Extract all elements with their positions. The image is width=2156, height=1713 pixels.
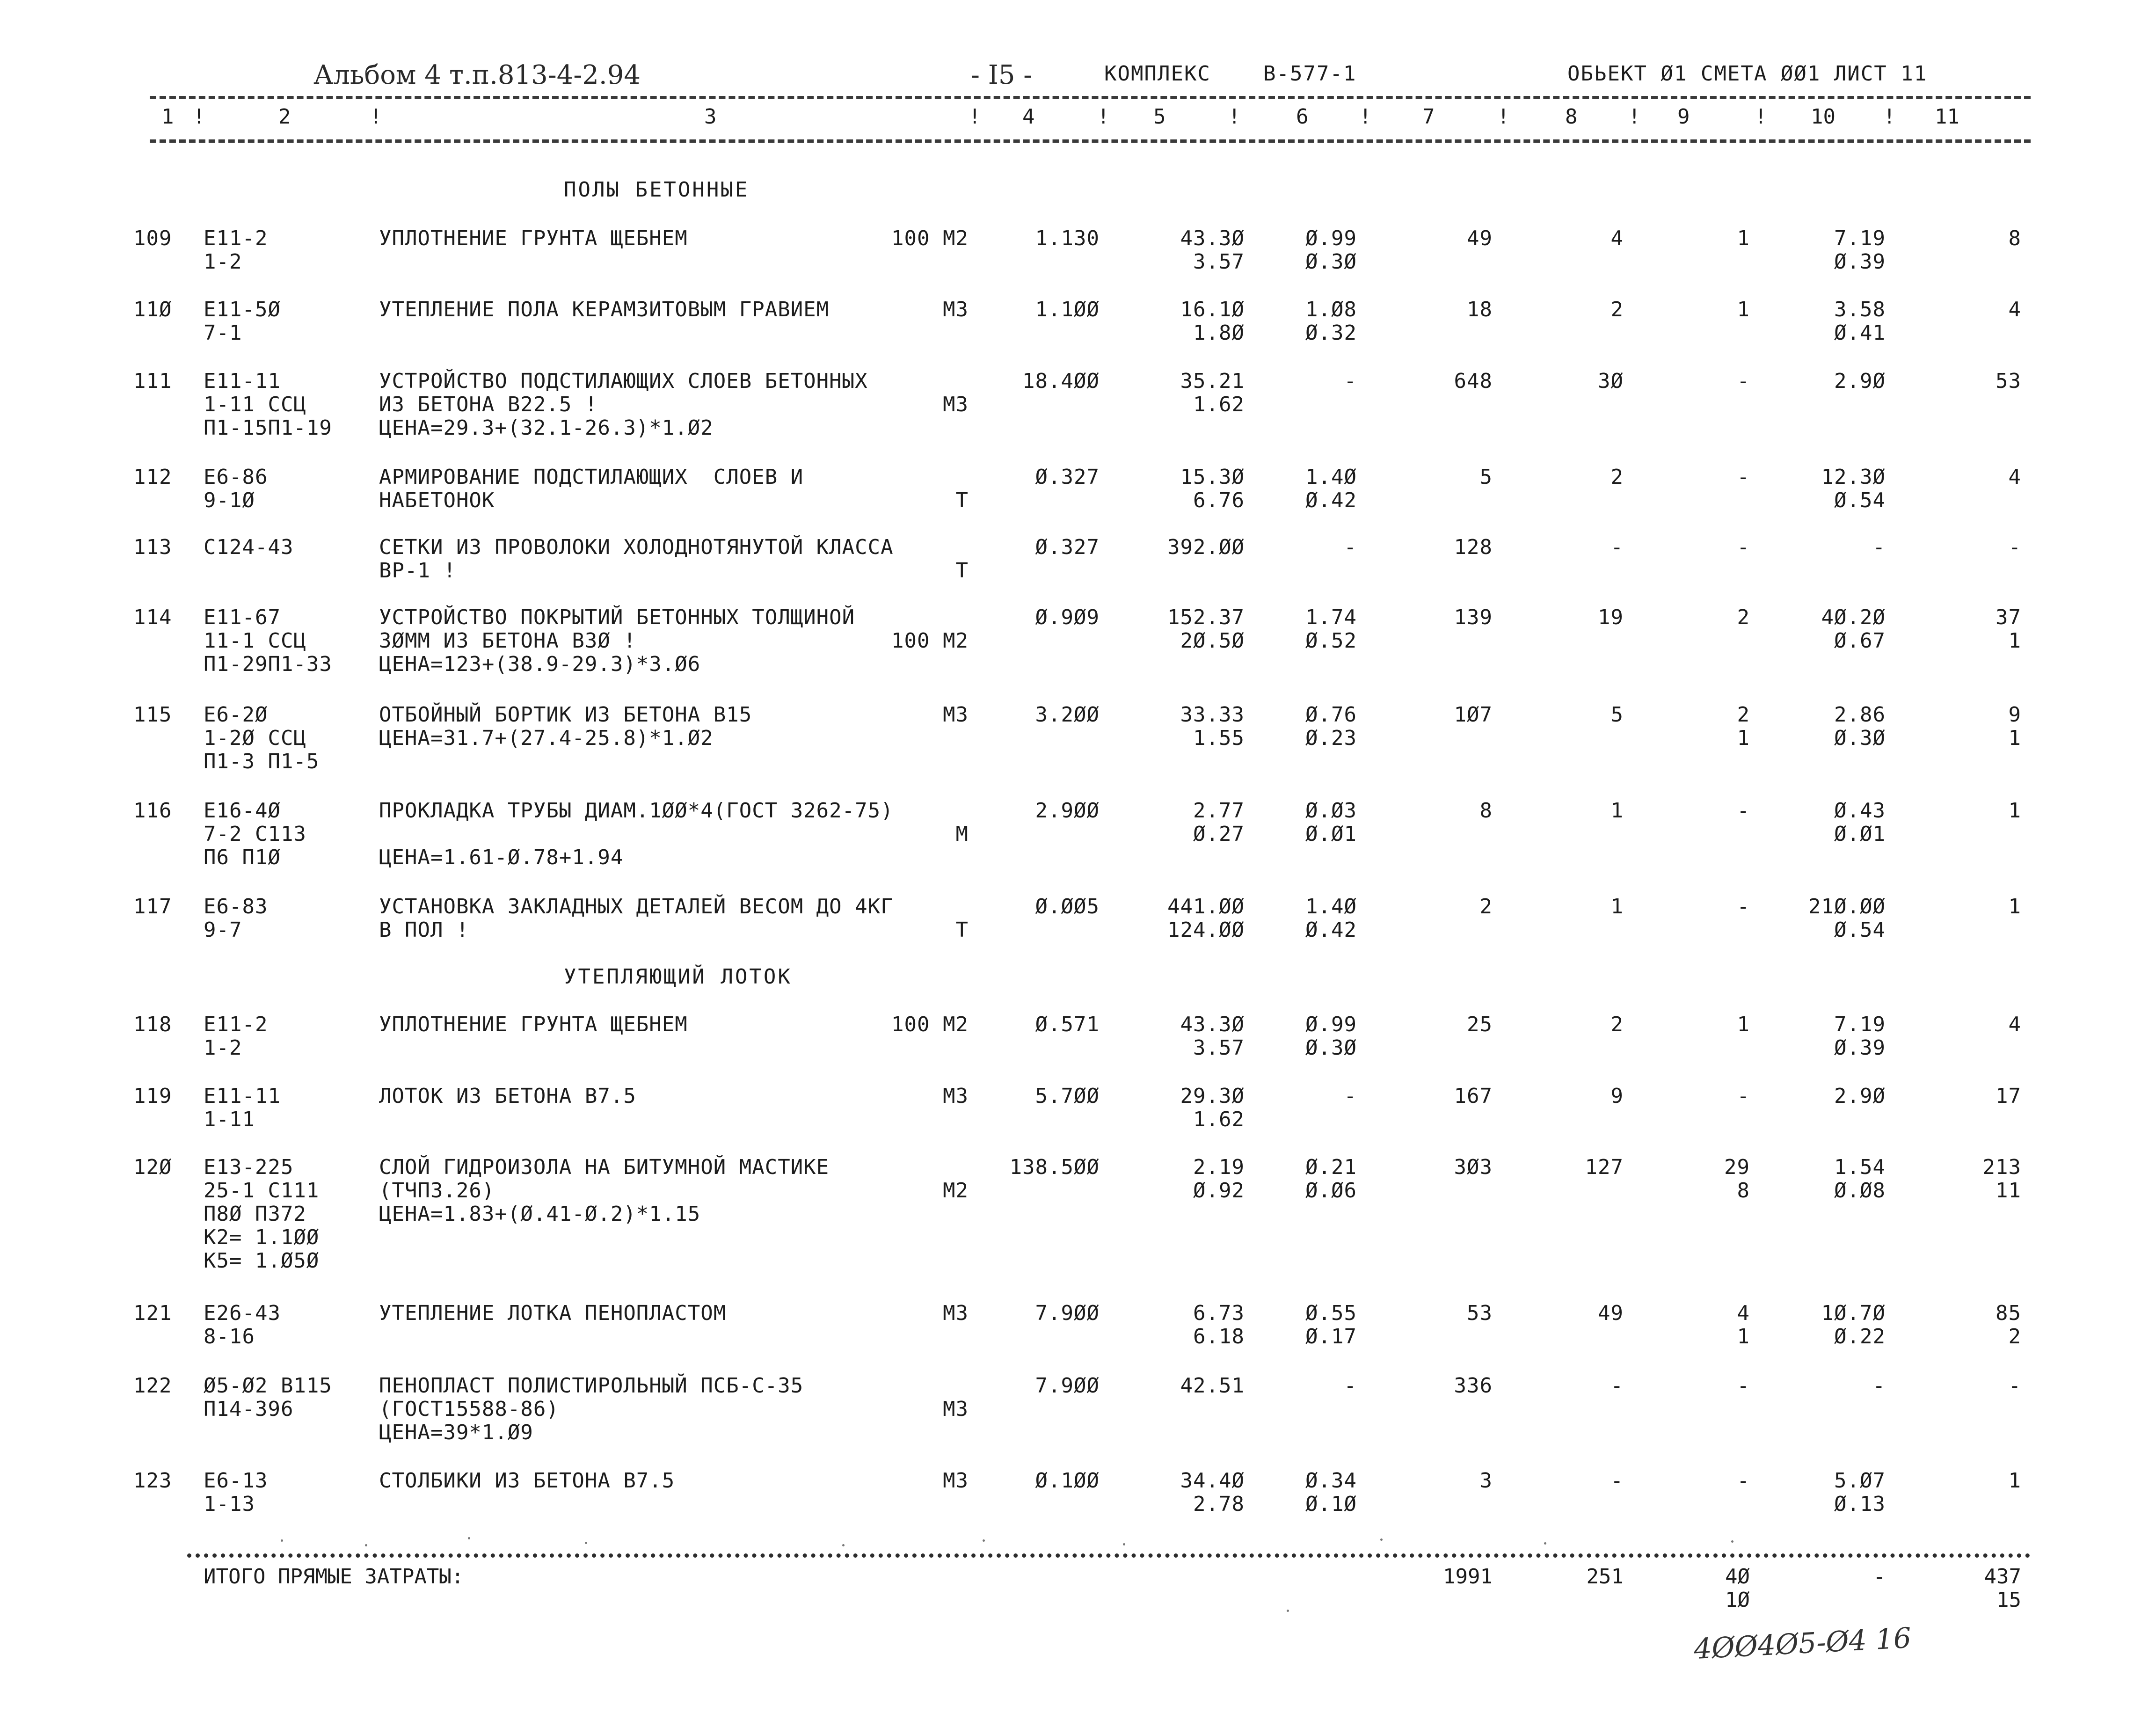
- row-number: 123: [133, 1469, 172, 1493]
- quantity: 18.4ØØ: [1022, 369, 1100, 393]
- col9-value: -: [1737, 1374, 1750, 1398]
- rate-code: Е26-43 8-16: [204, 1301, 281, 1349]
- col8-value: -: [1610, 1374, 1624, 1398]
- object-sheet-info: ОБЬЕКТ Ø1 СМЕТА ØØ1 ЛИСТ 11: [1567, 62, 1928, 86]
- col6-value: 1.74 Ø.52: [1305, 605, 1357, 653]
- col11-value: 1: [2008, 1469, 2021, 1493]
- quantity: 2.9ØØ: [1035, 799, 1100, 823]
- row-number: 122: [133, 1374, 172, 1398]
- col6-value: 1.4Ø Ø.42: [1305, 895, 1357, 942]
- quantity: 5.7ØØ: [1035, 1084, 1100, 1108]
- col8-value: -: [1610, 1469, 1624, 1493]
- col11-value: 4: [2008, 298, 2021, 321]
- work-name: ОТБОЙНЫЙ БОРТИК ИЗ БЕТОНА В15 ЦЕНА=31.7+(27.4-25.8)*1.Ø2: [379, 703, 752, 750]
- unit-cost: 43.3Ø 3.57: [1180, 1013, 1245, 1060]
- work-name: АРМИРОВАНИЕ ПОДСТИЛАЮЩИХ СЛОЕВ И НАБЕТОНОК: [379, 465, 804, 512]
- col6-value: Ø.Ø3 Ø.Ø1: [1305, 799, 1357, 846]
- col8-value: 1: [1610, 895, 1624, 918]
- work-name: ЛОТОК ИЗ БЕТОНА В7.5: [379, 1084, 636, 1108]
- unit-cost: 34.4Ø 2.78: [1180, 1469, 1245, 1516]
- col10-value: 1Ø.7Ø Ø.22: [1821, 1301, 1886, 1349]
- col10-value: 1.54 Ø.Ø8: [1834, 1155, 1886, 1203]
- unit-cost: 35.21 1.62: [1180, 369, 1245, 416]
- col11-value: 213 11: [1982, 1155, 2021, 1203]
- col7-value: 128: [1454, 535, 1493, 559]
- handwritten-note: 4ØØ4Ø5-Ø4 16: [1693, 1621, 1912, 1666]
- col8-value: 2: [1610, 1013, 1624, 1036]
- unit: М3: [943, 1301, 969, 1325]
- col7-value: 3Ø3: [1454, 1155, 1493, 1179]
- row-number: 113: [133, 535, 172, 559]
- work-name: УСТРОЙСТВО ПОКРЫТИЙ БЕТОННЫХ ТОЛЩИНОЙ 3ØММ ИЗ БЕТОНА В3Ø ! ЦЕНА=123+(38.9-29.3)*3.Ø6: [379, 605, 855, 676]
- col7-value: 139: [1454, 605, 1493, 629]
- col10-value: 7.19 Ø.39: [1834, 226, 1886, 274]
- col8-value: 4: [1610, 226, 1624, 250]
- unit: М2: [943, 1179, 969, 1203]
- col11-value: 8: [2008, 226, 2021, 250]
- col-number: 9: [1677, 105, 1690, 129]
- row-number: 117: [133, 895, 172, 918]
- col-separator: !: [1228, 105, 1241, 129]
- col-separator: !: [370, 105, 382, 129]
- col7-value: 5: [1479, 465, 1493, 489]
- rate-code: Е11-11 1-11: [204, 1084, 281, 1131]
- work-name: УСТАНОВКА ЗАКЛАДНЫХ ДЕТАЛЕЙ ВЕСОМ ДО 4КГ В ПОЛ !: [379, 895, 894, 942]
- col-number: 2: [278, 105, 291, 129]
- unit: М3: [943, 703, 969, 727]
- rate-code: Е11-2 1-2: [204, 1013, 268, 1060]
- col9-value: -: [1737, 799, 1750, 823]
- quantity: 1.130: [1035, 226, 1100, 250]
- work-name: УТЕПЛЕНИЕ ПОЛА КЕРАМЗИТОВЫМ ГРАВИЕМ: [379, 298, 830, 321]
- col6-value: -: [1344, 369, 1357, 393]
- header-rule: [150, 96, 2031, 99]
- unit-cost: 392.ØØ: [1167, 535, 1245, 559]
- work-name: СЛОЙ ГИДРОИЗОЛА НА БИТУМНОЙ МАСТИКЕ (ТЧП3.26) ЦЕНА=1.83+(Ø.41-Ø.2)*1.15: [379, 1155, 830, 1226]
- work-name: УСТРОЙСТВО ПОДСТИЛАЮЩИХ СЛОЕВ БЕТОННЫХ ИЗ БЕТОНА В22.5 ! ЦЕНА=29.3+(32.1-26.3)*1.Ø2: [379, 369, 868, 440]
- quantity: 138.5ØØ: [1009, 1155, 1100, 1179]
- total-col11: 437 15: [1984, 1565, 2021, 1612]
- col11-value: 9 1: [2008, 703, 2021, 750]
- col-number: 11: [1935, 105, 1959, 129]
- quantity: Ø.571: [1035, 1013, 1100, 1036]
- col11-value: 1: [2008, 895, 2021, 918]
- col11-value: 37 1: [1996, 605, 2021, 653]
- unit-cost: 15.3Ø 6.76: [1180, 465, 1245, 512]
- col9-value: -: [1737, 895, 1750, 918]
- col7-value: 2: [1479, 895, 1493, 918]
- col-separator: !: [1359, 105, 1372, 129]
- row-number: 116: [133, 799, 172, 823]
- work-name: СТОЛБИКИ ИЗ БЕТОНА В7.5: [379, 1469, 675, 1493]
- col9-value: -: [1737, 1084, 1750, 1108]
- scan-speck: [1123, 1543, 1125, 1545]
- col6-value: Ø.55 Ø.17: [1305, 1301, 1357, 1349]
- col7-value: 167: [1454, 1084, 1493, 1108]
- unit-cost: 29.3Ø 1.62: [1180, 1084, 1245, 1131]
- total-label: ИТОГО ПРЯМЫЕ ЗАТРАТЫ:: [204, 1565, 464, 1589]
- section-heading: ПОЛЫ БЕТОННЫЕ: [564, 178, 750, 202]
- col11-value: 53: [1996, 369, 2021, 393]
- section-heading: УТЕПЛЯЮЩИЙ ЛОТОК: [564, 965, 792, 989]
- scan-speck: [1731, 1540, 1734, 1543]
- col9-value: 2: [1737, 605, 1750, 629]
- row-number: 114: [133, 605, 172, 629]
- scan-speck: [1380, 1538, 1383, 1541]
- col-separator: !: [969, 105, 981, 129]
- unit: М: [955, 822, 969, 846]
- col-number: 7: [1422, 105, 1435, 129]
- unit: 100 М2: [891, 226, 969, 250]
- unit-cost: 33.33 1.55: [1180, 703, 1245, 750]
- col8-value: 5: [1610, 703, 1624, 727]
- col10-value: 21Ø.ØØ Ø.54: [1808, 895, 1886, 942]
- row-number: 111: [133, 369, 172, 393]
- col9-value: -: [1737, 535, 1750, 559]
- quantity: 3.2ØØ: [1035, 703, 1100, 727]
- col7-value: 648: [1454, 369, 1493, 393]
- rate-code: Е6-83 9-7: [204, 895, 268, 942]
- col10-value: 7.19 Ø.39: [1834, 1013, 1886, 1060]
- unit: 100 М2: [891, 629, 969, 653]
- col6-value: Ø.34 Ø.1Ø: [1305, 1469, 1357, 1516]
- col10-value: 4Ø.2Ø Ø.67: [1821, 605, 1886, 653]
- col-separator: !: [1883, 105, 1896, 129]
- col11-value: 85 2: [1996, 1301, 2021, 1349]
- col9-value: 1: [1737, 226, 1750, 250]
- col-separator: !: [1628, 105, 1641, 129]
- unit: М3: [943, 1469, 969, 1493]
- col-separator: !: [1097, 105, 1110, 129]
- col9-value: 2 1: [1737, 703, 1750, 750]
- total-col9: 4Ø 1Ø: [1725, 1565, 1750, 1612]
- complex-code: В-577-1: [1263, 62, 1357, 86]
- scan-speck: [1287, 1610, 1289, 1612]
- rate-code: Е13-225 25-1 С111 П8Ø П372 К2= 1.1ØØ К5= 1.Ø5Ø: [204, 1155, 320, 1273]
- rate-code: Е11-67 11-1 ССЦ П1-29П1-33: [204, 605, 332, 676]
- scan-speck: [983, 1539, 985, 1542]
- work-name: УПЛОТНЕНИЕ ГРУНТА ЩЕБНЕМ: [379, 226, 688, 250]
- col-number: 4: [1022, 105, 1035, 129]
- col8-value: 2: [1610, 465, 1624, 489]
- rate-code: Е11-5Ø 7-1: [204, 298, 281, 345]
- col-number: 1: [161, 105, 174, 129]
- col9-value: 29 8: [1724, 1155, 1750, 1203]
- col6-value: Ø.21 Ø.Ø6: [1305, 1155, 1357, 1203]
- col7-value: 1Ø7: [1454, 703, 1493, 727]
- unit: Т: [955, 488, 969, 512]
- scan-speck: [365, 1544, 367, 1546]
- rate-code: Е11-11 1-11 ССЦ П1-15П1-19: [204, 369, 332, 440]
- scan-speck: [281, 1539, 283, 1542]
- col8-value: 9: [1610, 1084, 1624, 1108]
- col7-value: 336: [1454, 1374, 1493, 1398]
- col11-value: 4: [2008, 465, 2021, 489]
- col-number: 6: [1296, 105, 1309, 129]
- rate-code: Е6-2Ø 1-2Ø ССЦ П1-3 П1-5: [204, 703, 320, 773]
- col10-value: 2.9Ø: [1834, 1084, 1886, 1108]
- col6-value: Ø.76 Ø.23: [1305, 703, 1357, 750]
- col11-value: -: [2008, 535, 2021, 559]
- col-number: 5: [1153, 105, 1166, 129]
- quantity: Ø.1ØØ: [1035, 1469, 1100, 1493]
- col9-value: 1: [1737, 298, 1750, 321]
- unit: 100 М2: [891, 1013, 969, 1036]
- work-name: ПЕНОПЛАСТ ПОЛИСТИРОЛЬНЫЙ ПСБ-С-35 (ГОСТ15588-86) ЦЕНА=39*1.Ø9: [379, 1374, 804, 1444]
- row-number: 119: [133, 1084, 172, 1108]
- col9-value: 4 1: [1737, 1301, 1750, 1349]
- total-col10: -: [1873, 1565, 1886, 1589]
- col-number: 3: [704, 105, 717, 129]
- unit-cost: 2.77 Ø.27: [1193, 799, 1245, 846]
- complex-label: КОМПЛЕКС: [1104, 62, 1211, 86]
- col6-value: -: [1344, 535, 1357, 559]
- col9-value: -: [1737, 369, 1750, 393]
- col7-value: 53: [1467, 1301, 1493, 1325]
- quantity: 7.9ØØ: [1035, 1374, 1100, 1398]
- unit-cost: 16.1Ø 1.8Ø: [1180, 298, 1245, 345]
- col7-value: 49: [1467, 226, 1493, 250]
- unit-cost: 42.51: [1180, 1374, 1245, 1398]
- column-header-rule: [150, 139, 2031, 143]
- col10-value: 2.9Ø: [1834, 369, 1886, 393]
- col7-value: 25: [1467, 1013, 1493, 1036]
- rate-code: С124-43: [204, 535, 294, 559]
- col11-value: 17: [1996, 1084, 2021, 1108]
- rate-code: Е16-4Ø 7-2 С113 П6 П1Ø: [204, 799, 306, 869]
- col10-value: Ø.43 Ø.Ø1: [1834, 799, 1886, 846]
- row-number: 118: [133, 1013, 172, 1036]
- col8-value: 19: [1598, 605, 1624, 629]
- page-number: - I5 -: [971, 60, 1033, 90]
- col6-value: -: [1344, 1374, 1357, 1398]
- work-name: ПРОКЛАДКА ТРУБЫ ДИАМ.1ØØ*4(ГОСТ 3262-75) ЦЕНА=1.61-Ø.78+1.94: [379, 799, 894, 869]
- work-name: УПЛОТНЕНИЕ ГРУНТА ЩЕБНЕМ: [379, 1013, 688, 1036]
- col10-value: -: [1872, 535, 1886, 559]
- scan-speck: [585, 1542, 587, 1544]
- total-col8: 251: [1586, 1565, 1624, 1589]
- col8-value: -: [1610, 535, 1624, 559]
- unit-cost: 6.73 6.18: [1193, 1301, 1245, 1349]
- col7-value: 8: [1479, 799, 1493, 823]
- unit: М3: [943, 1084, 969, 1108]
- col9-value: 1: [1737, 1013, 1750, 1036]
- quantity: 1.1ØØ: [1035, 298, 1100, 321]
- unit: Т: [955, 918, 969, 942]
- col6-value: 1.Ø8 Ø.32: [1305, 298, 1357, 345]
- quantity: Ø.327: [1035, 465, 1100, 489]
- quantity: Ø.327: [1035, 535, 1100, 559]
- scan-speck: [842, 1544, 845, 1546]
- row-number: 121: [133, 1301, 172, 1325]
- scan-speck: [468, 1537, 470, 1539]
- col11-value: -: [2008, 1374, 2021, 1398]
- total-rule: [187, 1553, 2031, 1558]
- col10-value: 12.3Ø Ø.54: [1821, 465, 1886, 512]
- unit-cost: 152.37 2Ø.5Ø: [1167, 605, 1245, 653]
- work-name: СЕТКИ ИЗ ПРОВОЛОКИ ХОЛОДНОТЯНУТОЙ КЛАССА ВР-1 !: [379, 535, 894, 583]
- col6-value: Ø.99 Ø.3Ø: [1305, 1013, 1357, 1060]
- col10-value: -: [1872, 1374, 1886, 1398]
- unit: Т: [955, 559, 969, 583]
- unit-cost: 441.ØØ 124.ØØ: [1167, 895, 1245, 942]
- col7-value: 3: [1479, 1469, 1493, 1493]
- col-separator: !: [193, 105, 205, 129]
- work-name: УТЕПЛЕНИЕ ЛОТКА ПЕНОПЛАСТОМ: [379, 1301, 727, 1325]
- col8-value: 49: [1598, 1301, 1624, 1325]
- col10-value: 2.86 Ø.3Ø: [1834, 703, 1886, 750]
- row-number: 11Ø: [133, 298, 172, 321]
- unit: М3: [943, 393, 969, 416]
- row-number: 115: [133, 703, 172, 727]
- rate-code: Ø5-Ø2 В115 П14-396: [204, 1374, 332, 1421]
- rate-code: Е6-86 9-1Ø: [204, 465, 268, 512]
- row-number: 112: [133, 465, 172, 489]
- unit-cost: 2.19 Ø.92: [1193, 1155, 1245, 1203]
- rate-code: Е6-13 1-13: [204, 1469, 268, 1516]
- col8-value: 127: [1585, 1155, 1624, 1179]
- album-label: Альбом 4: [313, 60, 441, 90]
- row-number: 12Ø: [133, 1155, 172, 1179]
- col6-value: -: [1344, 1084, 1357, 1108]
- col11-value: 1: [2008, 799, 2021, 823]
- tp-label: т.п.813-4-2.94: [449, 60, 641, 90]
- col-number: 8: [1565, 105, 1578, 129]
- quantity: Ø.ØØ5: [1035, 895, 1100, 918]
- quantity: Ø.9Ø9: [1035, 605, 1100, 629]
- quantity: 7.9ØØ: [1035, 1301, 1100, 1325]
- row-number: 109: [133, 226, 172, 250]
- col10-value: 3.58 Ø.41: [1834, 298, 1886, 345]
- col7-value: 18: [1467, 298, 1493, 321]
- col-separator: !: [1755, 105, 1767, 129]
- col8-value: 3Ø: [1598, 369, 1624, 393]
- col9-value: -: [1737, 465, 1750, 489]
- col8-value: 2: [1610, 298, 1624, 321]
- col9-value: -: [1737, 1469, 1750, 1493]
- col11-value: 4: [2008, 1013, 2021, 1036]
- col6-value: Ø.99 Ø.3Ø: [1305, 226, 1357, 274]
- col10-value: 5.Ø7 Ø.13: [1834, 1469, 1886, 1516]
- unit: М3: [943, 298, 969, 321]
- col8-value: 1: [1610, 799, 1624, 823]
- scan-speck: [1544, 1542, 1546, 1545]
- col6-value: 1.4Ø Ø.42: [1305, 465, 1357, 512]
- total-col7: 1991: [1443, 1565, 1493, 1589]
- rate-code: Е11-2 1-2: [204, 226, 268, 274]
- unit: М3: [943, 1397, 969, 1421]
- unit-cost: 43.3Ø 3.57: [1180, 226, 1245, 274]
- col-number: 10: [1811, 105, 1836, 129]
- col-separator: !: [1497, 105, 1510, 129]
